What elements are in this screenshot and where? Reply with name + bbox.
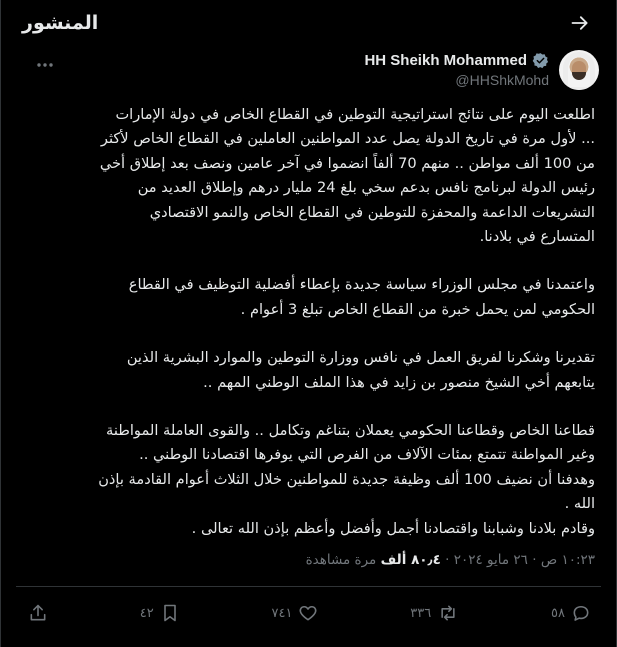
comment-icon (571, 603, 591, 623)
left-border (0, 0, 1, 647)
verified-badge-icon (532, 52, 549, 69)
post-date[interactable]: ٢٦ مايو ٢٠٢٤ (453, 552, 528, 568)
author-name-row (18, 52, 549, 69)
post-paragraph: تقديرنا وشكرنا لفريق العمل في نافس ووزارة التوطين والموارد البشرية الذين يتابعهم أخي الشيخ منصور بن زايد في هذا الملف الوطني المهم .. (126, 349, 595, 391)
views-label: مرة مشاهدة (305, 552, 377, 568)
share-icon (28, 603, 48, 623)
meta-separator: · (445, 552, 450, 568)
post-actions (28, 598, 591, 628)
repost-count: ٣٣٦ (410, 605, 432, 621)
page-title: المنشور (22, 12, 99, 34)
bookmark-count: ٤٢ (139, 605, 154, 621)
bookmark-button[interactable] (140, 603, 180, 623)
author-info (18, 50, 549, 88)
heart-icon (298, 603, 318, 623)
post-paragraph: واعتمدنا في مجلس الوزراء سياسة جديدة بإعطاء أفضلية التوظيف في القطاع الحكومي لمن يحمل خبرة من القطاع الخاص تبلغ 3 أعوام . (128, 276, 595, 318)
avatar[interactable] (559, 50, 599, 90)
post-time[interactable]: ١٠:٢٣ ص (540, 552, 595, 568)
repost-button[interactable] (410, 603, 459, 623)
more-options-button[interactable] (32, 56, 58, 74)
post-body (20, 103, 595, 541)
like-count: ٧٤١ (271, 605, 293, 621)
post-paragraph: اطلعت اليوم على نتائج استراتيجية التوطين في القطاع الخاص في دولة الإمارات ... لأول مرة في تاريخ الدولة يصل عدد المواطنين العاملين في القطاع الخاص لأكثر من 100 ألف مواطن .. منهم 70 ألفاً انضموا في آخر عامين ونصف بعد إطلاق أخي رئيس الدولة لبرنامج نافس بدعم سخي بلغ 24 مليار درهم وإطلاق العديد من التشريعات الداعمة والمحفزة للتوطين في القطاع الخاص والنمو الاقتصادي المتسارع في بلادنا. (99, 106, 595, 246)
reply-count: ٥٨ (551, 605, 565, 621)
more-dots-icon (36, 62, 54, 68)
views-count: ٨٠٫٤ ألف (380, 552, 441, 568)
divider (16, 586, 601, 587)
arrow-right-icon (570, 13, 590, 33)
repost-icon (437, 603, 459, 623)
back-button[interactable] (565, 8, 595, 38)
meta-separator: · (532, 552, 537, 568)
post-header (0, 0, 617, 46)
like-button[interactable] (272, 603, 319, 623)
share-button[interactable] (28, 603, 48, 623)
author-handle[interactable]: @HHShkMohd (455, 72, 549, 88)
reply-button[interactable] (551, 603, 591, 623)
post-paragraph: قطاعنا الخاص وقطاعنا الحكومي يعملان بتناغم وتكامل .. والقوى العاملة المواطنة وغير المواطنة تتمتع بمئات الآلاف من الفرص التي يوفرها اقتصادنا الوطني .. وهدفنا أن نضيف 100 ألف وظيفة جديدة للمواطنين خلال الثلاث أعوام القادمة بإذن الله . وقادم بلادنا وشبابنا واقتصادنا أجمل وأفضل وأعظم بإذن الله تعالى . (98, 422, 595, 537)
post-author (18, 50, 599, 96)
bookmark-icon (160, 603, 180, 623)
author-name[interactable]: HH Sheikh Mohammed (364, 52, 527, 69)
post-meta (20, 552, 595, 574)
